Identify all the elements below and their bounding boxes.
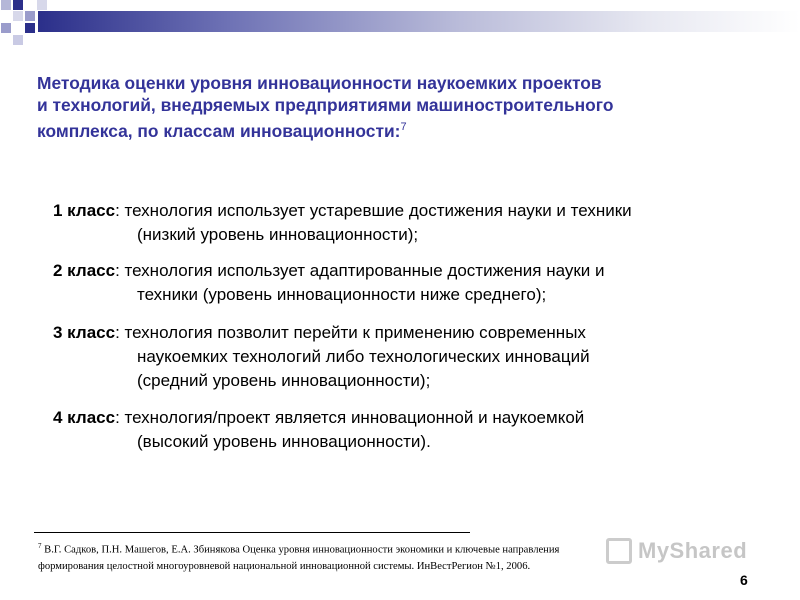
decor-square xyxy=(25,23,35,33)
slide-title xyxy=(37,72,737,142)
page-number: 6 xyxy=(740,572,748,588)
footnote-ref: 7 xyxy=(400,121,407,133)
title-line xyxy=(37,116,737,142)
footnote-text: В.Г. Садков, П.Н. Машегов, Е.А. Збинякова Оценка уровня инновационности экономики и ключевые направления xyxy=(41,544,560,556)
header-gradient-bar xyxy=(38,11,800,32)
class-description: : технология использует устаревшие достижения науки и техники xyxy=(115,201,632,220)
class-item-2 xyxy=(53,259,736,307)
class-label: 3 класс xyxy=(53,323,116,342)
decor-square xyxy=(13,35,23,45)
decor-square xyxy=(1,0,11,10)
footnote-line: формирования целостной многоуровневой национальной инновационной системы. ИнВестРегион №1, 2006. xyxy=(38,560,531,572)
class-item-4 xyxy=(53,406,736,454)
watermark-logo-icon xyxy=(606,538,632,564)
header-decoration xyxy=(0,0,800,48)
class-description-cont: техники (уровень инновационности ниже среднего); xyxy=(137,285,547,304)
class-description-cont: (высокий уровень инновационности). xyxy=(137,432,431,451)
class-description: : технология позволит перейти к применению современных xyxy=(115,323,586,342)
class-label: 4 класс xyxy=(53,408,116,427)
watermark-text: MyShared xyxy=(638,538,748,563)
footnote-divider xyxy=(34,532,470,533)
title-text: комплекса, по классам инновационности: xyxy=(37,120,401,141)
class-label: 2 класс xyxy=(53,261,116,280)
class-item-1 xyxy=(53,199,736,247)
class-item-3 xyxy=(53,321,736,393)
title-line: Методика оценки уровня инновационности наукоемких проектов xyxy=(37,73,602,93)
class-description-cont: (низкий уровень инновационности); xyxy=(137,225,419,244)
decor-square xyxy=(37,0,47,10)
decor-square xyxy=(25,11,35,21)
class-description-cont: наукоемких технологий либо технологических инноваций xyxy=(137,347,590,366)
decor-square xyxy=(13,11,23,21)
watermark xyxy=(606,536,766,570)
class-description: : технология использует адаптированные достижения науки и xyxy=(115,261,605,280)
decor-square xyxy=(1,23,11,33)
class-description-cont: (средний уровень инновационности); xyxy=(137,371,431,390)
title-line: и технологий, внедряемых предприятиями машиностроительного xyxy=(37,95,614,115)
footnote-mark: 7 xyxy=(38,542,42,550)
class-description: : технология/проект является инновационной и наукоемкой xyxy=(115,408,585,427)
decor-square xyxy=(13,0,23,10)
class-label: 1 класс xyxy=(53,201,116,220)
